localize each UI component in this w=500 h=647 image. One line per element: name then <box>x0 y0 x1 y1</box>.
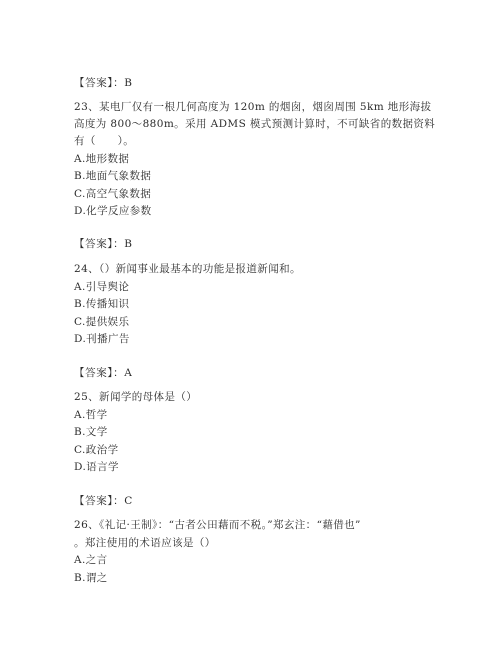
answer-label: 【答案】：A <box>74 367 133 379</box>
question-stem-line: 24、（）新闻事业最基本的功能是报道新闻和。 <box>74 263 301 275</box>
answer-option: A.引导舆论 <box>74 281 130 293</box>
question-stem-line: 26、《礼记·王制》：“古者公田藉而不税。”郑玄注：“藉借也” <box>74 519 361 531</box>
question-stem-line: 。郑注使用的术语应该是（） <box>74 537 216 549</box>
answer-option: D.语言学 <box>74 461 119 473</box>
answer-option: B.谓之 <box>74 572 108 584</box>
answer-option: C.高空气象数据 <box>74 188 152 200</box>
question-stem-line: 23、某电厂仅有一根几何高度为 120m 的烟囱，烟囱周围 5km 地形海拔 <box>74 101 432 113</box>
answer-option: D.化学反应参数 <box>74 205 152 217</box>
answer-label: 【答案】：B <box>74 77 133 89</box>
answer-option: C.提供娱乐 <box>74 316 130 328</box>
question-stem-line: 高度为 800～880m。采用 ADMS 模式预测计算时，不可缺省的数据资料 <box>74 118 436 130</box>
question-stem-line: 有（ ）。 <box>74 135 135 147</box>
answer-option: B.传播知识 <box>74 298 130 310</box>
answer-option: A.哲学 <box>74 409 108 421</box>
answer-option: B.文学 <box>74 426 108 438</box>
answer-label: 【答案】：B <box>74 238 133 250</box>
answer-option: D.刊播广告 <box>74 333 130 345</box>
answer-option: A.之言 <box>74 554 108 566</box>
question-stem-line: 25、新闻学的母体是（） <box>74 391 198 403</box>
answer-option: C.政治学 <box>74 444 119 456</box>
answer-option: A.地形数据 <box>74 153 130 165</box>
answer-label: 【答案】：C <box>74 495 133 507</box>
answer-option: B.地面气象数据 <box>74 170 152 182</box>
